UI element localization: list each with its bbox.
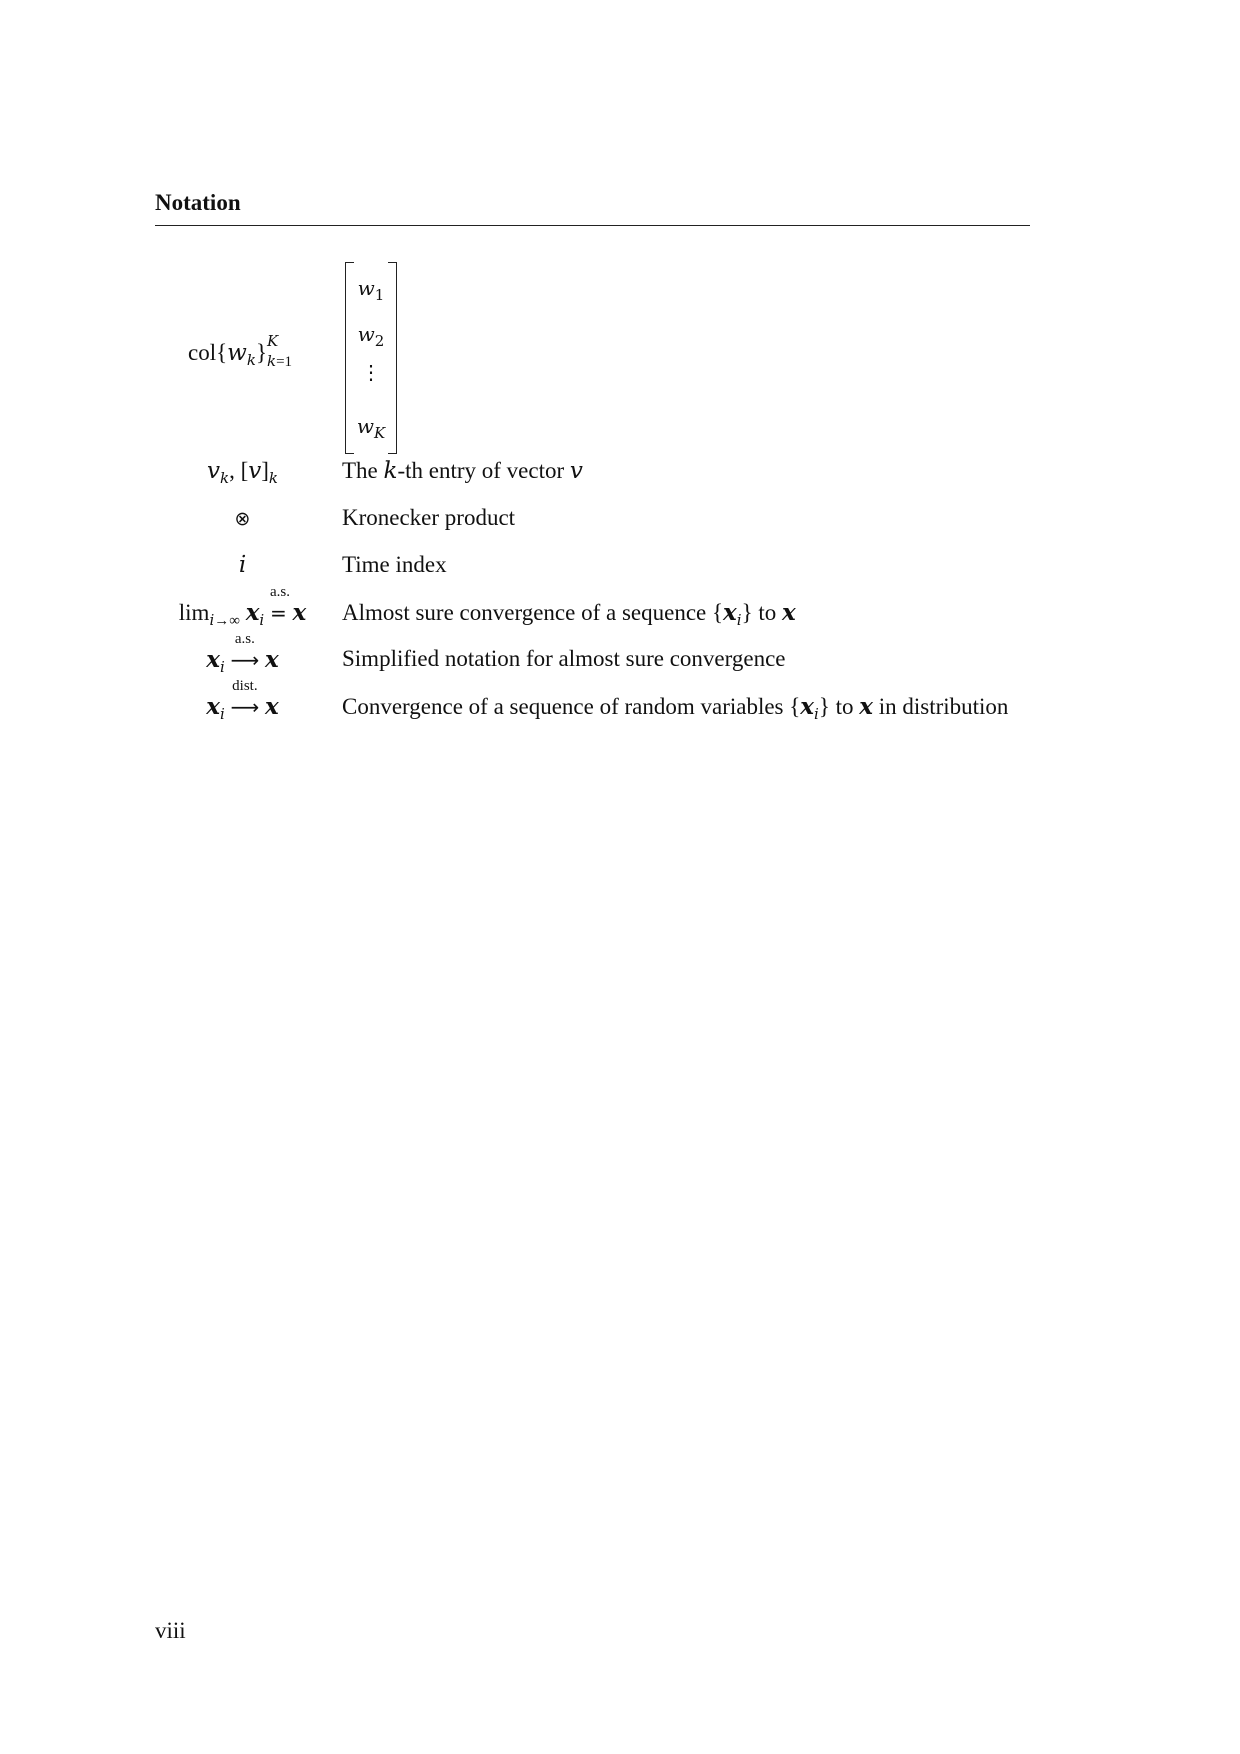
symbol-almost-sure-arrow: $x_i$ a.s. ⟶ x [206,631,279,676]
matrix-entry-dots: ⋮ [361,360,381,384]
page-header [155,190,1030,234]
matrix-entry-1: $w_1$ [357,276,385,304]
description-kronecker: Kronecker product [342,505,516,530]
page-title: Notation [155,190,241,215]
description-almost-sure-arrow: Simplified notation for almost sure convergence [342,646,786,671]
symbol-almost-sure-limit: $\lim_{i\to\infty} x_i$ a.s. = x [178,584,307,629]
symbol-time-index: i [238,552,247,578]
symbol-distribution-arrow: $x_i$ dist. ⟶ x [206,678,279,723]
description-almost-sure-limit: Almost sure convergence of a sequence $\{x_i\}$ to x [342,599,796,629]
column-vector-matrix [345,262,397,452]
matrix-entry-k: $w_K$ [356,414,386,442]
description-vector-entry: The k-th entry of vector v [342,458,583,484]
page-number: viii [155,1618,186,1643]
description-distribution: Convergence of a sequence of random variables $\{x_i\}$ to x in distribution [342,693,1009,723]
symbol-vector-entry: $v_k$, $[v]_k$ [206,458,279,487]
description-time-index: Time index [342,552,447,577]
header-rule [155,225,1030,226]
symbol-col-vector: $col\{w_k\}$ K k=1 [188,332,293,370]
symbol-kronecker: ⊗ [234,508,251,530]
matrix-entry-2: $w_2$ [357,322,385,350]
